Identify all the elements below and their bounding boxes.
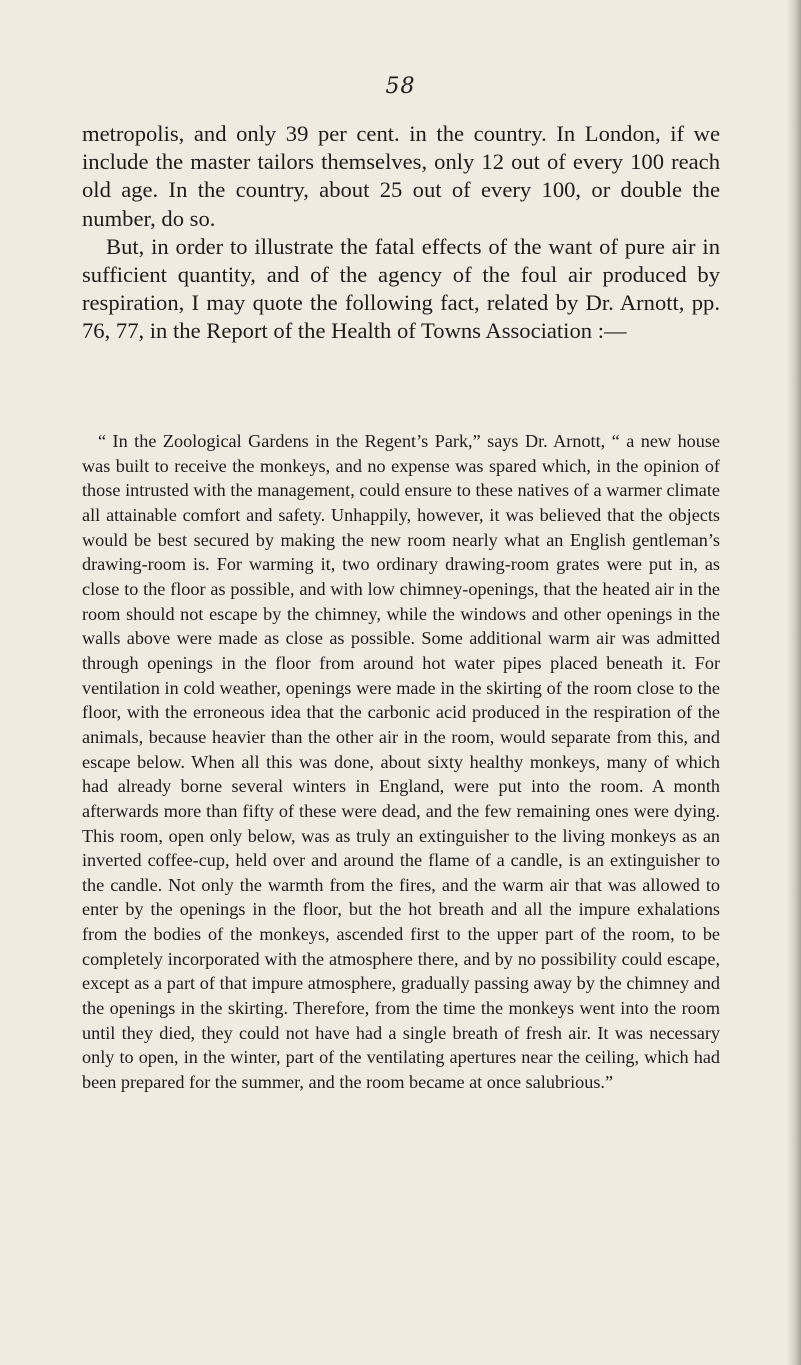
page-edge-shadow <box>787 0 801 1365</box>
paragraph-continuation: metropolis, and only 39 per cent. in the country. In London, if we include the master tailors themselves, only 12 out of every 100 reach old age. In the country, about 25 out of every 100, or double the number, do so. <box>82 121 720 231</box>
page-number: 58 <box>385 74 416 99</box>
paragraph-intro-quote: But, in order to illustrate the fatal effects of the want of pure air in sufficient quantity, and of the agency of the foul air produced by respiration, I may quote the following fact, related by Dr. Arnott, pp. 76, 77, in the Report of the Health of Towns Association :— <box>82 233 720 344</box>
main-text <box>82 120 720 346</box>
block-quotation: “ In the Zoological Gardens in the Regent’s Park,” says Dr. Arnott, “ a new house was built to receive the monkeys, and no expense was spared which, in the opinion of those intrusted with the management, could ensure to these natives of a warmer climate all attainable comfort and safety. Unhappily, however, it was believed that the objects would be best secured by making the new room nearly what an English gentleman’s drawing-room is. For warming it, two ordinary drawing-room grates were put in, as close to the floor as possible, and with low chimney-openings, that the heated air in the room should not escape by the chimney, while the windows and other openings in the walls above were made as close as possible. Some additional warm air was admitted through openings in the floor from around hot water pipes placed beneath it. For ventilation in cold weather, openings were made in the skirting of the room close to the floor, with the erroneous idea that the carbonic acid produced in the respiration of the animals, because heavier than the other air in the room, would separate from this, and escape below. When all this was done, about sixty healthy monkeys, many of which had already borne several winters in England, were put into the room. A month afterwards more than fifty of these were dead, and the few remaining ones were dying. This room, open only below, was as truly an extinguisher to the living monkeys as an inverted coffee-cup, held over and around the flame of a candle, is an extinguisher to the candle. Not only the warmth from the fires, and the warm air that was allowed to enter by the openings in the floor, but the hot breath and all the impure exhalations from the bodies of the monkeys, ascended first to the upper part of the room, to be completely incorporated with the atmosphere there, and by no possibility could escape, except as a part of that impure atmosphere, gradually passing away by the chimney and the openings in the skirting. Therefore, from the time the monkeys went into the room until they died, they could not have had a single breath of fresh air. It was necessary only to open, in the winter, part of the ventilating apertures near the ceiling, which had been prepared for the summer, and the room became at once salubrious.” <box>82 431 720 1093</box>
